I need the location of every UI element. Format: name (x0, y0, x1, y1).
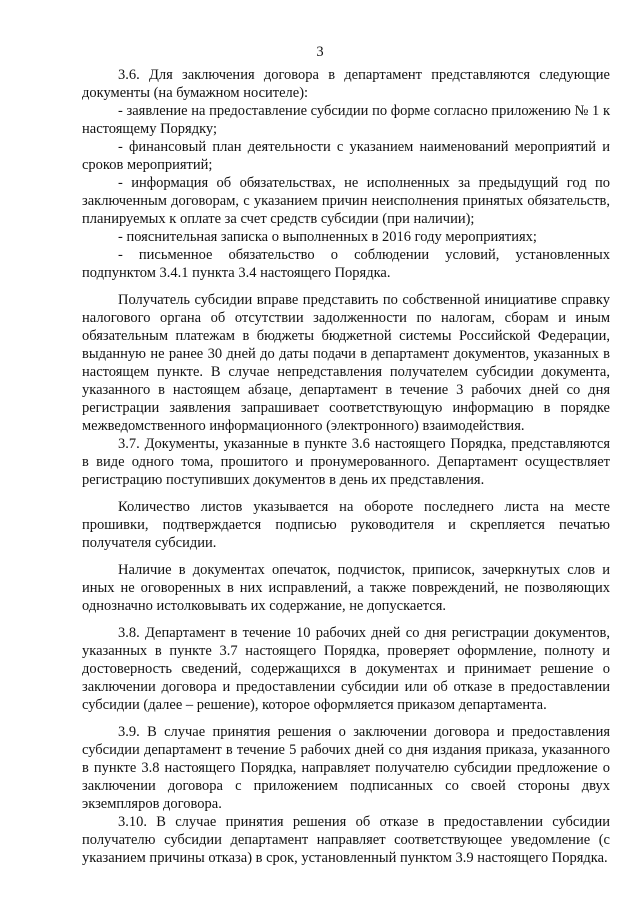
list-item-explanatory-note: - пояснительная записка о выполненных в 2016 году мероприятиях; (118, 229, 537, 245)
paragraph-3-6: 3.6. Для заключения договора в департамент представляются следующие документы (на бумажном носителе): (82, 67, 610, 101)
list-item-obligations-info: - информация об обязательствах, не исполненных за предыдущий год по заключенным договорам, с указанием причин неисполнения принятых обязательств, планируемых к оплате за счет средств субсидии (при наличии); (82, 175, 610, 227)
list-item-application: - заявление на предоставление субсидии по форме согласно приложению № 1 к настоящему Порядку; (82, 103, 610, 137)
paragraph-3-10: 3.10. В случае принятия решения об отказе в предоставлении субсидии получателю субсидии департамент направляет соответствующее уведомление (с указанием причины отказа) в срок, установленный пунктом 3.9 настоящего Порядка. (82, 814, 610, 866)
paragraph-corrections: Наличие в документах опечаток, подчисток, приписок, зачеркнутых слов и иных не оговоренных в них исправлений, а также повреждений, не позволяющих однозначно истолковывать их содержание, не допускается. (82, 562, 610, 614)
paragraph-3-7: 3.7. Документы, указанные в пункте 3.6 настоящего Порядка, представляются в виде одного тома, прошитого и пронумерованного. Департамент осуществляет регистрацию поступивших документов в день их представления. (82, 436, 610, 488)
paragraph-3-8: 3.8. Департамент в течение 10 рабочих дней со дня регистрации документов, указанных в пункте 3.7 настоящего Порядка, проверяет оформление, полноту и достоверность сведений, содержащихся в документах и принимает решение о заключении договора и предоставлении субсидии или об отказе в предоставлении субсидии (далее – решение), которое оформляется приказом департамента. (82, 625, 610, 713)
paragraph-tax-certificate: Получатель субсидии вправе представить по собственной инициативе справку налогового органа об отсутствии задолженности по налогам, сборам и иным обязательным платежам в бюджеты бюджетной системы Российской Федерации, выданную не ранее 30 дней до даты подачи в департамент документов, указанных в настоящем пункте. В случае непредставления получателем субсидии документа, указанного в настоящем абзаце, департамент в течение 3 рабочих дней со дня регистрации заявления запрашивает соответствующую информацию в порядке межведомственного информационного (электронного) взаимодействия. (82, 292, 610, 434)
list-item-written-obligation: - письменное обязательство о соблюдении условий, установленных подпунктом 3.4.1 пункта 3.4 настоящего Порядка. (82, 247, 610, 281)
list-item-financial-plan: - финансовый план деятельности с указанием наименований мероприятий и сроков мероприятий; (82, 139, 610, 173)
paragraph-sheet-count: Количество листов указывается на обороте последнего листа на месте прошивки, подтверждается подписью руководителя и скрепляется печатью получателя субсидии. (82, 499, 610, 551)
page-number: 3 (316, 44, 324, 60)
document-body (82, 66, 610, 867)
paragraph-3-9: 3.9. В случае принятия решения о заключении договора и предоставления субсидии департамент в течение 5 рабочих дней со дня издания приказа, указанного в пункте 3.8 настоящего Порядка, направляет получателю субсидии предложение о заключении договора с приложением подписанных со своей стороны двух экземпляров договора. (82, 724, 610, 812)
